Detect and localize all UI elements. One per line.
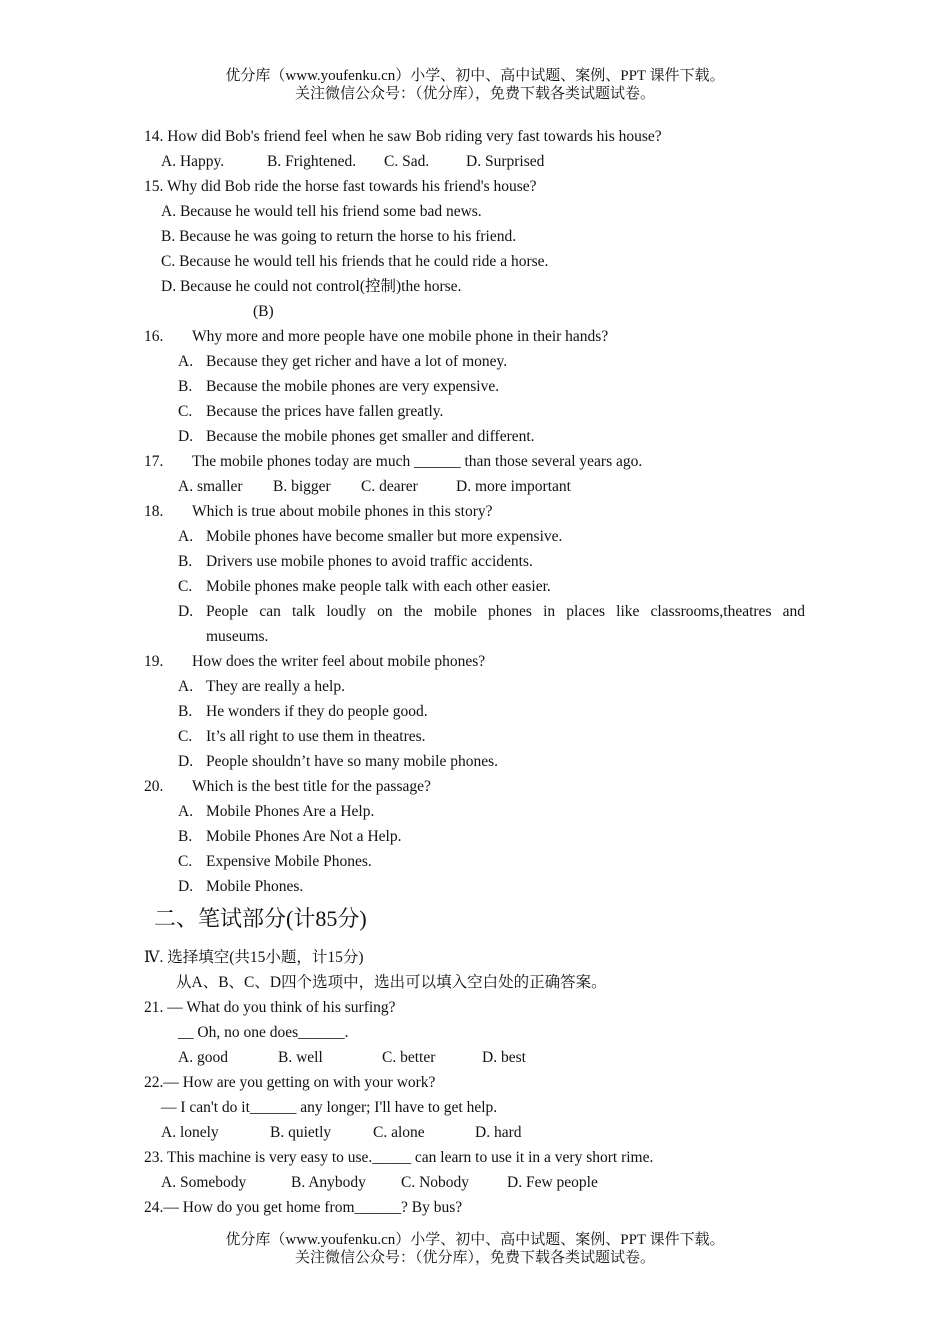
q19-option-b-text: He wonders if they do people good. <box>206 703 428 720</box>
q15-option-b: B. Because he was going to return the horse to his friend. <box>161 228 517 245</box>
part4-title: Ⅳ. 选择填空(共15小题，计15分) <box>144 949 364 966</box>
q20-option-d-letter: D. <box>178 878 194 895</box>
q16-option-c-letter: C. <box>178 403 193 420</box>
q21-line-2: __ Oh, no one does______. <box>178 1024 349 1041</box>
q16-option-d-text: Because the mobile phones get smaller and different. <box>206 428 535 445</box>
q14-option-d: D. Surprised <box>466 153 545 170</box>
q21-option-d: D. best <box>482 1049 526 1066</box>
page-footer <box>0 1231 950 1267</box>
q20-option-d-text: Mobile Phones. <box>206 878 304 895</box>
q17-option-b: B. bigger <box>273 478 331 495</box>
footer-line-1: 优分库（www.youfenku.cn）小学、初中、高中试题、案例、PPT 课件下载。 <box>225 1232 725 1248</box>
q16-option-d-letter: D. <box>178 428 194 445</box>
q18-option-c-text: Mobile phones make people talk with each other easier. <box>206 578 551 595</box>
q16-option-c-text: Because the prices have fallen greatly. <box>206 403 444 420</box>
q20-option-a-text: Mobile Phones Are a Help. <box>206 803 375 820</box>
q19-option-d-text: People shouldn’t have so many mobile phones. <box>206 753 499 770</box>
q14-stem: 14. How did Bob's friend feel when he saw Bob riding very fast towards his house? <box>144 128 662 145</box>
section-2-heading: 二、笔试部分(计85分) <box>154 906 367 931</box>
q15-option-c: C. Because he would tell his friends that he could ride a horse. <box>161 253 549 270</box>
q21-option-a: A. good <box>178 1049 228 1066</box>
q23-line-1: 23. This machine is very easy to use._____ can learn to use it in a very short rime. <box>144 1149 654 1166</box>
q20-number: 20. <box>144 778 164 795</box>
q19-option-a-text: They are really a help. <box>206 678 345 695</box>
q15-option-d: D. Because he could not control(控制)the horse. <box>161 278 462 295</box>
q19-option-d-letter: D. <box>178 753 194 770</box>
q18-option-a-letter: A. <box>178 528 194 545</box>
q19-option-c-text: It’s all right to use them in theatres. <box>206 728 426 745</box>
q14-option-c: C. Sad. <box>384 153 430 170</box>
q16-option-a-text: Because they get richer and have a lot of money. <box>206 353 508 370</box>
q18-option-c-letter: C. <box>178 578 193 595</box>
q23-option-d: D. Few people <box>507 1174 598 1191</box>
q19-option-b-letter: B. <box>178 703 193 720</box>
q18-option-d-text: People can talk loudly on the mobile phones in places like classrooms,theatres and <box>206 603 805 620</box>
q17-option-a: A. smaller <box>178 478 243 495</box>
q16-stem: Why more and more people have one mobile phone in their hands? <box>192 328 609 345</box>
q20-option-b-text: Mobile Phones Are Not a Help. <box>206 828 402 845</box>
q15-stem: 15. Why did Bob ride the horse fast towards his friend's house? <box>144 178 537 195</box>
page-header <box>0 67 950 103</box>
q16-option-a-letter: A. <box>178 353 194 370</box>
q18-option-b-letter: B. <box>178 553 193 570</box>
q17-option-d: D. more important <box>456 478 571 495</box>
q21-option-b: B. well <box>278 1049 323 1066</box>
q18-stem: Which is true about mobile phones in this story? <box>192 503 493 520</box>
q16-number: 16. <box>144 328 164 345</box>
header-line-2: 关注微信公众号：（优分库），免费下载各类试题试卷。 <box>294 86 655 102</box>
q19-option-a-letter: A. <box>178 678 194 695</box>
q17-number: 17. <box>144 453 164 470</box>
q20-option-c-text: Expensive Mobile Phones. <box>206 853 372 870</box>
q22-line-2: — I can't do it______ any longer; I'll have to get help. <box>161 1099 498 1116</box>
q14-option-a: A. Happy. <box>161 153 225 170</box>
q20-option-c-letter: C. <box>178 853 193 870</box>
q20-stem: Which is the best title for the passage? <box>192 778 431 795</box>
q18-option-a-text: Mobile phones have become smaller but more expensive. <box>206 528 563 545</box>
q22-line-1: 22.— How are you getting on with your work? <box>144 1074 436 1091</box>
passage-b-label: (B) <box>253 303 274 320</box>
q16-option-b-text: Because the mobile phones are very expensive. <box>206 378 500 395</box>
q18-option-d-letter: D. <box>178 603 194 620</box>
q20-option-b-letter: B. <box>178 828 193 845</box>
part4-instruction: 从A、B、C、D四个选项中，选出可以填入空白处的正确答案。 <box>176 974 607 991</box>
q18-number: 18. <box>144 503 164 520</box>
q19-number: 19. <box>144 653 164 670</box>
q22-option-b: B. quietly <box>270 1124 332 1141</box>
q17-stem: The mobile phones today are much ______ than those several years ago. <box>192 453 643 470</box>
q21-line-1: 21. — What do you think of his surfing? <box>144 999 396 1016</box>
q18-option-d-continuation: museums. <box>206 628 269 645</box>
q23-option-a: A. Somebody <box>161 1174 247 1191</box>
header-line-1: 优分库（www.youfenku.cn）小学、初中、高中试题、案例、PPT 课件下载。 <box>225 68 725 84</box>
q24-line-1: 24.— How do you get home from______? By bus? <box>144 1199 463 1216</box>
q22-option-a: A. lonely <box>161 1124 219 1141</box>
q23-option-c: C. Nobody <box>401 1174 470 1191</box>
footer-line-2: 关注微信公众号：（优分库），免费下载各类试题试卷。 <box>294 1250 655 1266</box>
q22-option-c: C. alone <box>373 1124 425 1141</box>
q16-option-b-letter: B. <box>178 378 193 395</box>
q19-stem: How does the writer feel about mobile phones? <box>192 653 486 670</box>
q22-option-d: D. hard <box>475 1124 522 1141</box>
q21-option-c: C. better <box>382 1049 436 1066</box>
q17-option-c: C. dearer <box>361 478 418 495</box>
q20-option-a-letter: A. <box>178 803 194 820</box>
q19-option-c-letter: C. <box>178 728 193 745</box>
q18-option-b-text: Drivers use mobile phones to avoid traffic accidents. <box>206 553 533 570</box>
q15-option-a: A. Because he would tell his friend some bad news. <box>161 203 482 220</box>
q14-option-b: B. Frightened. <box>267 153 357 170</box>
q23-option-b: B. Anybody <box>291 1174 366 1191</box>
